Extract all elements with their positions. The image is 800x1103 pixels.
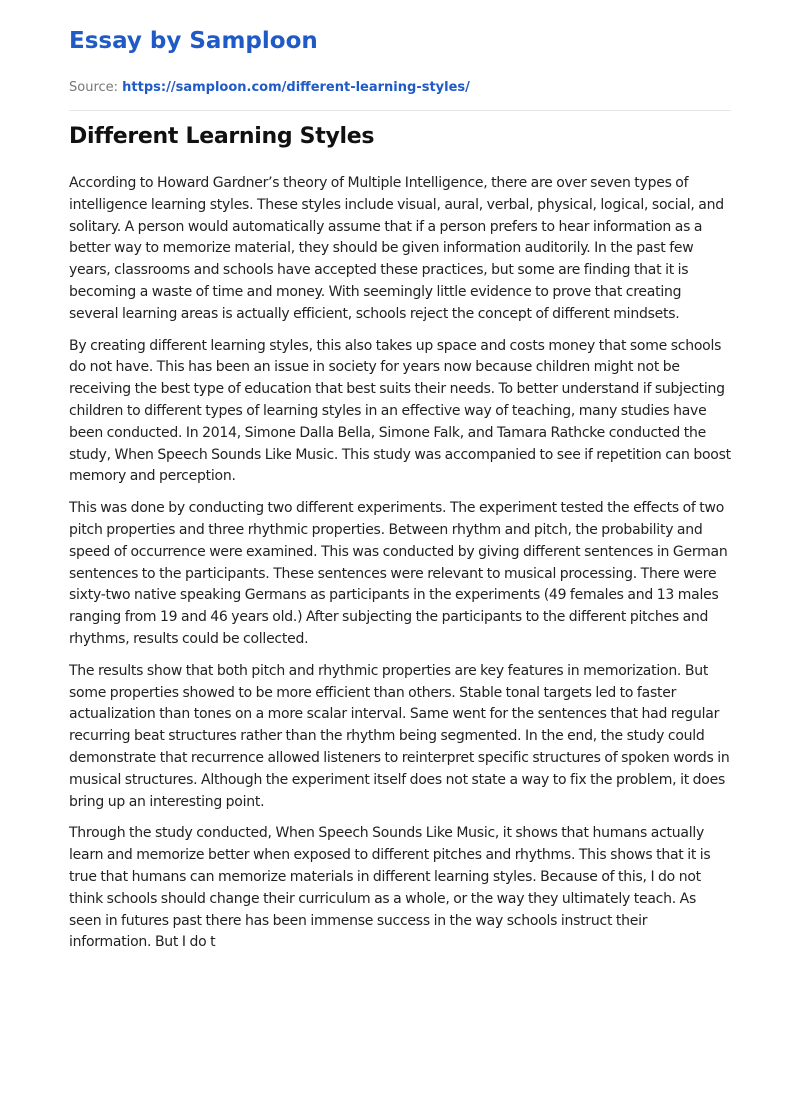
article-title: Different Learning Styles [69, 124, 375, 149]
source-label: Source: [69, 80, 119, 95]
paragraph-3: This was done by conducting two different experiments. The experiment tested the effects of two pitch properties and three rhythmic properties. Between rhythm and pitch, the probability and speed of occurrence were examined. This was conducted by giving different sentences in German sentences to the participants. These sentences were relevant to musical processing. There were sixty-two native speaking Germans as participants in the experiments (49 females and 13 males ranging from 19 and 46 years old.) After subjecting the participants to the different pitches and rhythms, results could be collected. [69, 500, 728, 647]
header-divider [69, 110, 731, 111]
paragraph-5: Through the study conducted, When Speech Sounds Like Music, it shows that humans actually learn and memorize better when exposed to different pitches and rhythms. This shows that it is true that humans can memorize materials in different learning styles. Because of this, I do not think schools should change their curriculum as a whole, or the way they ultimately teach. As seen in futures past there has been immense success in the way schools instruct their information. But I do t [69, 825, 711, 951]
source-line [69, 80, 470, 95]
source-link[interactable]: https://samploon.com/different-learning-styles/ [122, 80, 470, 95]
paragraph-4: The results show that both pitch and rhythmic properties are key features in memorization. But some properties showed to be more efficient than others. Stable tonal targets led to faster actualization than tones on a more scalar interval. Same went for the sentences that had regular recurring beat structures rather than the rhythm being segmented. In the end, the study could demonstrate that recurrence allowed listeners to reinterpret specific structures of spoken words in musical structures. Although the experiment itself does not state a way to fix the problem, it does bring up an interesting point. [69, 662, 730, 810]
paragraph-2: By creating different learning styles, this also takes up space and costs money that some schools do not have. This has been an issue in society for years now because children might not be receiving the best type of education that best suits their needs. To better understand if subjecting children to different types of learning styles in an effective way of teaching, many studies have been conducted. In 2014, Simone Dalla Bella, Simone Falk, and Tamara Rathcke conducted the study, When Speech Sounds Like Music. This study was accompanied to see if repetition can boost memory and perception. [69, 337, 731, 485]
brand-title[interactable]: Essay by Samploon [69, 28, 318, 54]
paragraph-1: According to Howard Gardner’s theory of Multiple Intelligence, there are over seven types of intelligence learning styles. These styles include visual, aural, verbal, physical, logical, social, and solitary. A person would automatically assume that if a person prefers to hear information as a better way to memorize material, they should be given information auditorily. In the past few years, classrooms and schools have accepted these practices, but some are finding that it is becoming a waste of time and money. With seemingly little evidence to prove that creating several learning areas is actually efficient, schools reject the concept of different mindsets. [69, 175, 724, 322]
article-body [69, 173, 731, 964]
